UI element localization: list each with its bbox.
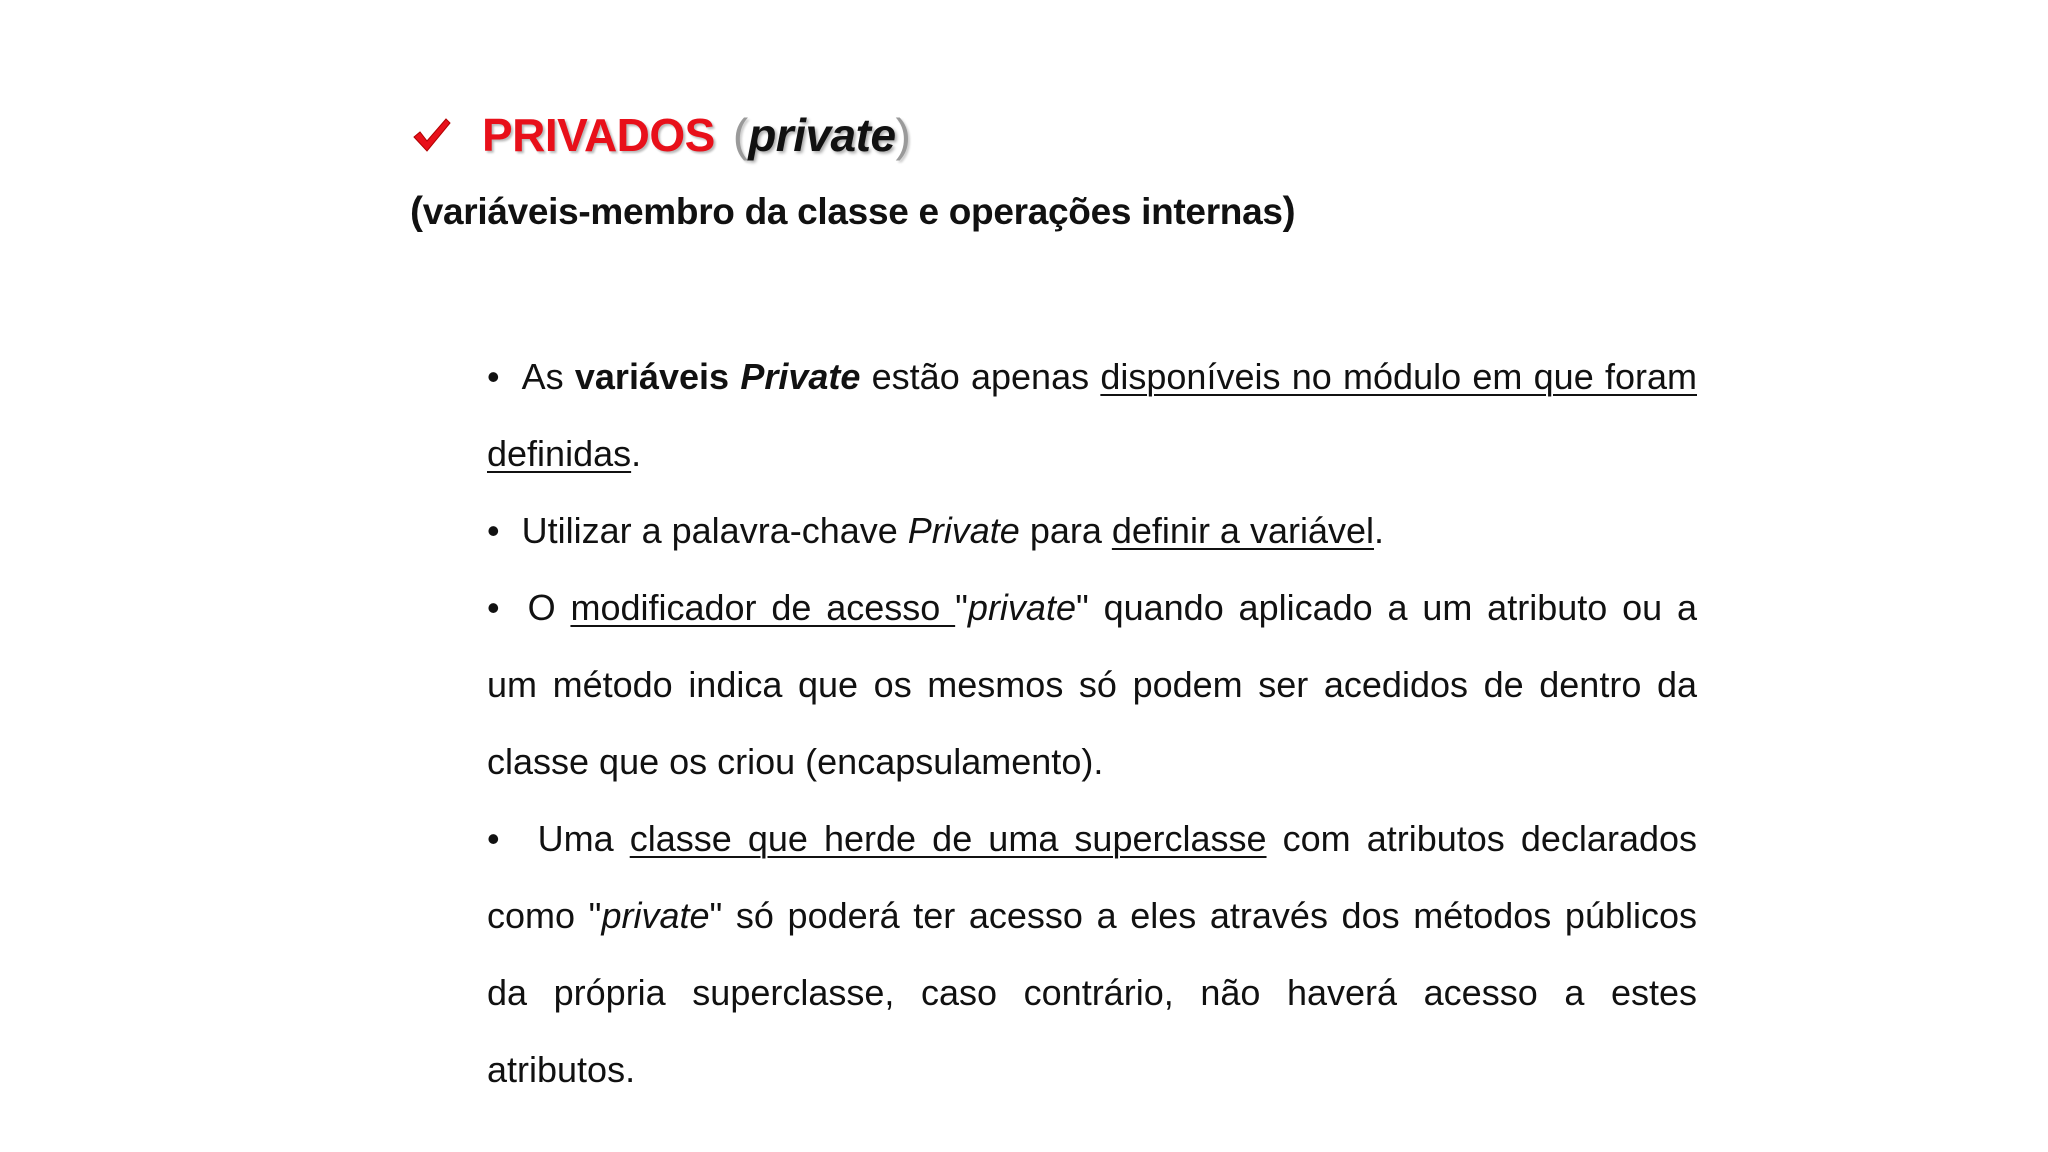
bullet-text: Uma	[537, 818, 630, 859]
bullet-marker: •	[487, 587, 500, 628]
title-paren-close: )	[895, 109, 911, 161]
bullet-text: para	[1019, 510, 1112, 551]
bullet-text: estão apenas	[860, 356, 1101, 397]
title-row	[410, 100, 911, 170]
page-title: PRIVADOS	[482, 109, 715, 161]
bullet-text: O	[527, 587, 571, 628]
bullet-italic-text: Private	[907, 510, 1020, 551]
bullet-item	[487, 569, 1697, 800]
bullet-marker: •	[487, 510, 500, 551]
bullet-text: com atributos declarados como "	[487, 818, 1698, 936]
bullet-marker: •	[487, 356, 500, 397]
subtitle-paren-close: )	[1282, 190, 1296, 233]
bullet-text: .	[631, 433, 642, 474]
bullet-underlined-text: modificador de acesso	[570, 587, 956, 628]
bullet-text: " quando aplicado a um atributo ou a um método indica que os mesmos só podem ser acedidos de dentro da classe que os criou (encapsulamento).	[487, 587, 1697, 782]
bullet-italic-text: private	[967, 587, 1076, 628]
bullet-marker: •	[487, 818, 500, 859]
bullet-item	[487, 800, 1697, 1108]
bullet-text: .	[1374, 510, 1385, 551]
checkmark-icon	[410, 113, 454, 157]
bullet-text: " só poderá ter acesso a eles através dos métodos públicos da própria superclasse, caso contrário, não haverá acesso a estes atributos.	[487, 895, 1698, 1090]
title-paren-open: (	[732, 109, 749, 161]
title-keyword: private	[748, 109, 896, 161]
bullet-item	[487, 338, 1697, 492]
subtitle-text: variáveis-membro da classe e operações internas	[422, 191, 1283, 232]
bullet-bold-text: variáveis	[574, 356, 741, 397]
bullet-text: Utilizar a palavra-chave	[521, 510, 908, 551]
bullet-underlined-text: disponíveis no módulo em que foram definidas	[487, 356, 1697, 474]
bullet-underlined-text: classe que herde de uma superclasse	[629, 818, 1267, 859]
bullet-bold-italic-text: Private	[740, 356, 861, 397]
bullet-list	[487, 338, 1697, 1108]
bullet-item	[487, 492, 1697, 569]
subtitle	[410, 190, 1295, 234]
bullet-text: "	[955, 587, 968, 628]
subtitle-paren-open: (	[410, 190, 423, 233]
bullet-text: As	[521, 356, 575, 397]
bullet-underlined-text: definir a variável	[1111, 510, 1374, 551]
bullet-italic-text: private	[601, 895, 710, 936]
